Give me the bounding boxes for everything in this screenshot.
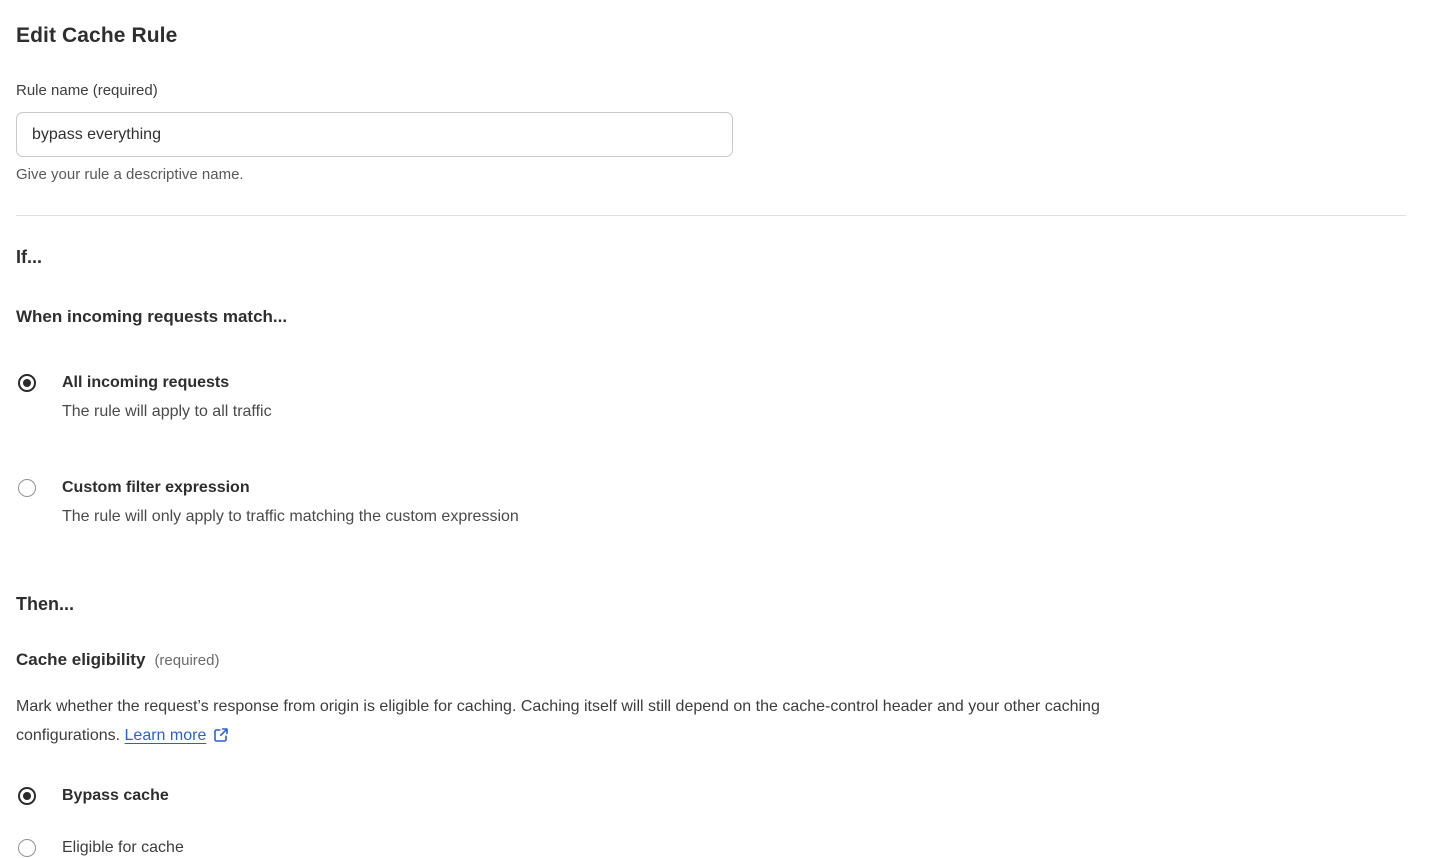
rule-name-helper-text: Give your rule a descriptive name. bbox=[16, 166, 244, 183]
description-line-2: configurations. bbox=[16, 727, 121, 744]
section-divider bbox=[16, 215, 1406, 216]
radio-option-text bbox=[62, 786, 169, 806]
cache-eligibility-description bbox=[16, 692, 1406, 753]
then-section-heading: Then... bbox=[16, 594, 74, 614]
radio-button-bypass-cache[interactable] bbox=[18, 787, 36, 805]
if-section-heading: If... bbox=[16, 247, 42, 267]
radio-option-description: The rule will apply to all traffic bbox=[62, 403, 272, 420]
cache-eligibility-required-tag: (required) bbox=[154, 652, 220, 669]
radio-option-label: Eligible for cache bbox=[62, 839, 184, 856]
radio-option-description: The rule will only apply to traffic matching the custom expression bbox=[62, 508, 519, 525]
radio-option-label: All incoming requests bbox=[62, 374, 230, 391]
rule-name-field bbox=[16, 82, 1406, 183]
radio-option-label: Bypass cache bbox=[62, 787, 169, 804]
radio-option-custom-filter-expression[interactable] bbox=[16, 478, 1406, 527]
radio-option-eligible-for-cache[interactable] bbox=[16, 838, 1406, 858]
incoming-requests-match-subheading: When incoming requests match... bbox=[16, 307, 288, 326]
radio-button-all-incoming-requests[interactable] bbox=[18, 374, 36, 392]
radio-option-text bbox=[62, 838, 184, 858]
rule-name-input[interactable] bbox=[16, 112, 733, 157]
radio-option-text bbox=[62, 478, 519, 527]
radio-button-custom-filter-expression[interactable] bbox=[18, 479, 36, 497]
page-title: Edit Cache Rule bbox=[16, 24, 178, 47]
cache-eligibility-label: Cache eligibility bbox=[16, 650, 146, 669]
cache-eligibility-field-header bbox=[16, 650, 1406, 670]
cache-eligibility-options bbox=[16, 786, 1406, 858]
radio-button-eligible-for-cache[interactable] bbox=[18, 839, 36, 857]
radio-option-text bbox=[62, 373, 272, 422]
radio-option-all-incoming-requests[interactable] bbox=[16, 373, 1406, 422]
radio-option-bypass-cache[interactable] bbox=[16, 786, 1406, 806]
learn-more-link[interactable]: Learn more bbox=[124, 727, 207, 744]
rule-name-label: Rule name (required) bbox=[16, 82, 158, 99]
description-line-1: Mark whether the request’s response from origin is eligible for caching. Caching itself will still depend on the cache-control header and your other caching bbox=[16, 698, 1100, 715]
external-link-icon[interactable] bbox=[213, 724, 229, 753]
radio-option-label: Custom filter expression bbox=[62, 479, 250, 496]
